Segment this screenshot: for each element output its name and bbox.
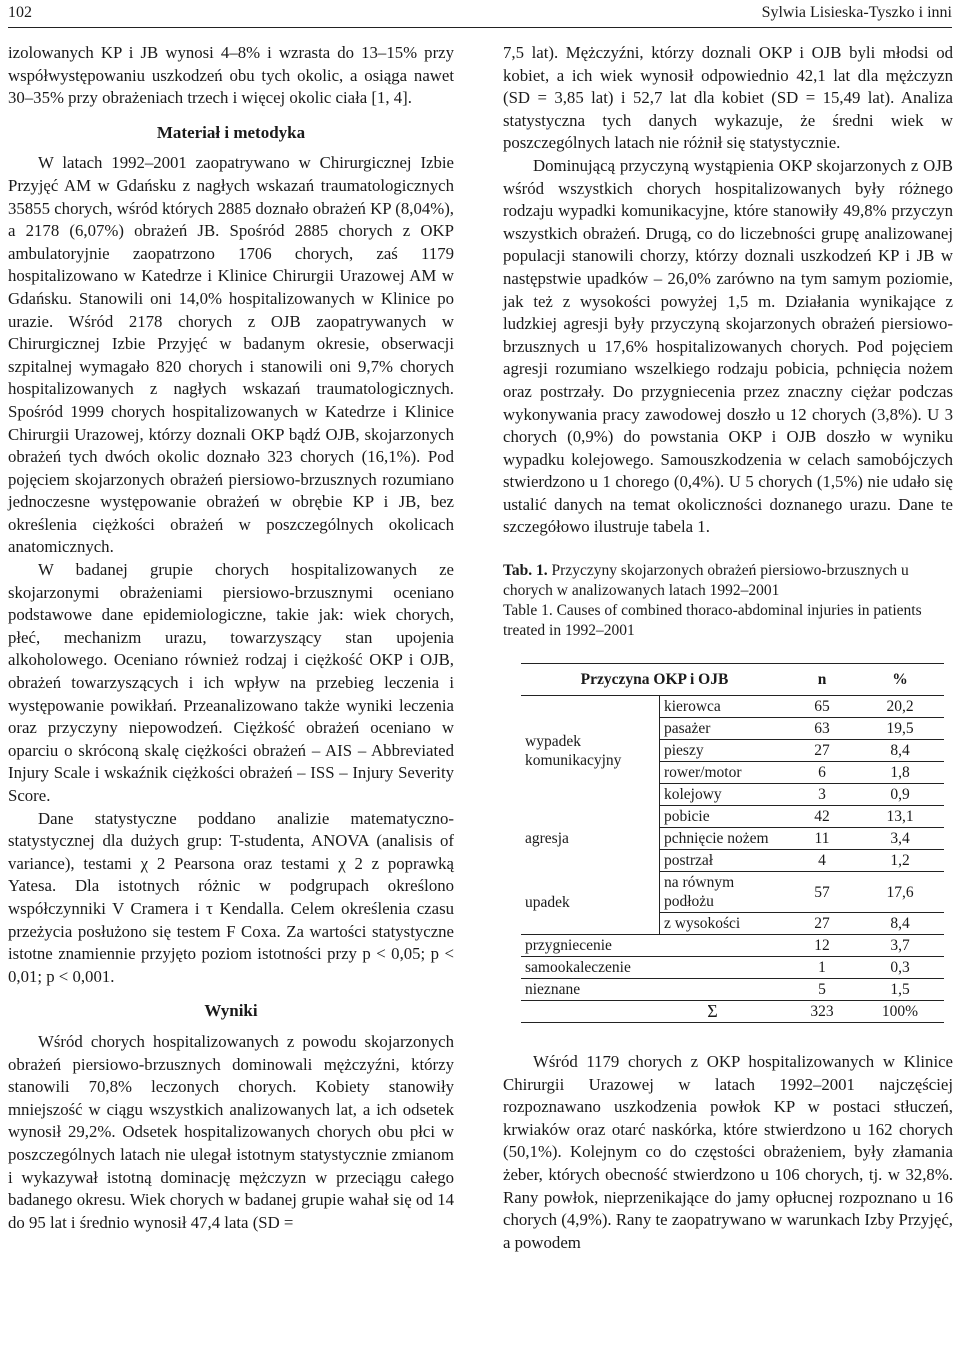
paragraph: W badanej grupie chorych hospitalizowanych ze skojarzonymi obrażeniami piersiowo-brzusznymi oceniano podstawowe dane epidemiologiczne, takie jak: wiek chorych, płeć, mechanizm urazu, towarzyszący stan upojenia alkoholowego. Oceniano również rodzaj i ciężkość OKP i OJB, obrażeń towarzyszących i ich wpływ na przebieg leczenia i występowanie powikłań. Przeanalizowano także wyniki leczenia oraz przyczyny niepowodzeń. Ciężkość obrażeń oceniano w oparciu o skróconą skalę ciężkości obrażeń – AIS – Abbreviated Injury Scale i wskaźnik ciężkości obrażeń – ISS – Injury Severity Score. [8,560,454,805]
table-cell: 27 [788,740,856,762]
table-group-fall: upadek [525,894,570,912]
table-cell: 0,3 [856,957,944,979]
table-cell: 1,8 [856,762,944,784]
table-cell: 20,2 [886,698,914,716]
causes-table [521,663,944,1023]
table-header-cause: Przyczyna OKP i OJB [521,664,788,696]
table-header-n: n [788,664,856,696]
paragraph: izolowanych KP i JB wynosi 4–8% i wzrasta do 13–15% przy współwystępowaniu uszkodzeń obu tych okolic, a osiąga nawet 30–35% przy obrażeniach trzech i więcej okolic ciała [1, 4]. [8,43,454,108]
table-cell: samookaleczenie [521,957,788,979]
running-authors: Sylwia Lisieska-Tyszko i inni [761,4,952,21]
left-column [8,42,454,1234]
table-cell: 13,1 [856,806,944,828]
table-group-traffic: wypadek komunikacyjny [525,732,622,769]
table-caption-polish: Przyczyny skojarzonych obrażeń piersiowo-brzusznych u chorych w analizowanych latach 1992–2001 [503,562,909,600]
table-cell: pobicie [660,806,789,828]
table-group-aggression: agresja [525,830,569,848]
table-cell: 11 [788,828,856,850]
table-row [521,696,944,718]
table-cell: 63 [788,718,856,740]
table-row [521,872,944,913]
table-cell: 19,5 [856,718,944,740]
table-cell: 100% [856,1001,944,1023]
table-header-pct: % [856,664,944,696]
running-header [8,0,952,22]
page-number: 102 [8,4,32,21]
table-cell: z wysokości [660,913,789,935]
table-cell: 323 [788,1001,856,1023]
table-cell: 0,9 [856,784,944,806]
table-caption-english: Table 1. Causes of combined thoraco-abdominal injuries in patients treated in 1992–2001 [503,602,922,640]
table-cell: 3,7 [856,935,944,957]
table-cell: 6 [788,762,856,784]
table-cell: 12 [788,935,856,957]
paragraph: Dane statystyczne poddano analizie matematyczno-statystycznej dla dużych grup: T-studenta, ANOVA (analisis of variance), testami χ 2 Pearsona oraz testami χ 2 z poprawką Yatesa. Dla istotnych różnic w podgrupach określono współczynniki V Cramera i τ Kendalla. Celem określenia czasu przeżycia posłużono się testem F Coxa. Za wartości statystyczne istotne znamiennie przyjęto poziom istotności przy p < 0,05; p < 0,01; p < 0,001. [8,808,454,986]
table-cell: 8,4 [856,913,944,935]
paragraph: Dominującą przyczyną wystąpienia OKP skojarzonych z OJB wśród wszystkich chorych hospitalizowanych były różnego rodzaju wypadki komunikacyjne, które stanowiły 49,8% przyczyn wszystkich obrażeń. Drugą, co do liczebności grupę analizowanej populacji stanowili chorzy, którzy doznali uszkodzeń KP i JB w następstwie upadków – 26,0% zarówno na tym samym poziomie, jak też z wysokości powyżej 1,5 m. Działania wynikające z ludzkiej agresji były przyczyną skojarzonych obrażeń piersiowo-brzusznych u 17,6% hospitalizowanych chorych. Pod pojęciem agresji rozumiano wszelkiego rodzaju pobicia, pchnięcia nożem oraz postrzały. Do przygniecenia przez znaczny ciężar podczas wykonywania pracy zawodowej doszło u 12 chorych (3,8%). U 3 chorych (0,9%) do powstania OKP i OJB doszło w wyniku wypadku kolejowego. Samouszkodzenia w celach samobójczych stwierdzono u 1 chorego (0,4%). U 5 chorych (1,5%) nie udało się ustalić danych na temat okoliczności doznanego urazu. Dane te szczegółowo ilustruje tabela 1. [503,155,953,537]
table-cell: pchnięcie nożem [660,828,789,850]
right-column [503,42,953,1254]
table-caption-label: Tab. 1. [503,562,548,580]
header-rule [8,27,952,28]
table-cell: 3 [788,784,856,806]
table-cell: 1,2 [856,850,944,872]
table-cell: na równym podłożu [660,872,789,913]
section-heading-methods: Materiał i metodyka [156,122,306,142]
table-row [521,957,944,979]
table-header-row [521,664,944,696]
table-cell: 3,4 [856,828,944,850]
table-cell: 17,6 [856,872,944,913]
table-cell: 5 [788,979,856,1001]
table-cell: 1 [788,957,856,979]
table-cell: 4 [788,850,856,872]
table-cell: 27 [788,913,856,935]
table-cell: rower/motor [660,762,789,784]
table-cell: 57 [788,872,856,913]
table-cell: pasażer [660,718,789,740]
table-cell: 65 [814,698,830,716]
paragraph: W latach 1992–2001 zaopatrywano w Chirurgicznej Izbie Przyjęć AM w Gdańsku z nagłych wskazań traumatologicznych 35855 chorych, wśród których 2885 doznało obrażeń KP (8,04%), a 2178 (6,07%) obrażeń JB. Spośród 2885 chorych z OKP ambulatoryjnie zaopatrzono 1706 chorych, zaś 1179 hospitalizowano w Katedrze i Klinice Chirurgii Urazowej AM w Gdańsku. Stanowili oni 14,0% hospitalizowanych w Klinice po urazie. Wśród 2178 chorych z OJB zaopatrywanych w Chirurgicznej Izbie Przyjęć w badanym okresie, obserwacji szpitalnej wymagało 820 chorych i stanowili oni 9,7% chorych hospitalizowanych z nagłych wskazań traumatologicznych. Spośród 1999 chorych hospitalizowanych w Katedrze i Klinice Chirurgii Urazowej, którzy doznali OKP bądź OJB, skojarzonych obrażeń tych dwóch okolic doznało 323 chorych (16,1%). Pod pojęciem skojarzonych obrażeń piersiowo-brzusznych rozumiano jednoczesne występowanie obrażeń w obrębie KP i JB, bez określenia ciężkości obrażeń w poszczególnych okolicach anatomicznych. [8,153,454,557]
table-total-row [521,1001,944,1023]
table-cell: postrzał [660,850,789,872]
table-caption [503,561,953,641]
table-row [521,935,944,957]
paragraph: Wśród chorych hospitalizowanych z powodu skojarzonych obrażeń piersiowo-brzusznych dominowali mężczyźni, którzy stanowili 70,8% leczonych chorych. Kobiety stanowiły mniejszość w ciągu wszystkich analizowanych lat, a ich odsetek wynosił 29,2%. Odsetek hospitalizowanych chorych obu płci w poszczególnych latach nie ulegał istotnym statystycznie zmianom i wykazywał istotną dominację mężczyzn w przeciągu całego badanego okresu. Wiek chorych w badanej grupie wahał się od 14 do 95 lat i średnio wynosił 47,4 lata (SD = [8,1031,454,1232]
table-row [521,979,944,1001]
paragraph: Wśród 1179 chorych z OKP hospitalizowanych w Klinice Chirurgii Urazowej w latach 1992–2001 najczęściej rozpoznawano uszkodzenia powłok KP w postaci stłuczeń, krwiaków oraz otarć naskórka, które stwierdzono u 162 chorych (50,1%). Kolejnym co do częstości obrażeniem, były złamania żeber, których obecność stwierdzono u 106 chorych, tj. w 32,8%. Rany powłok, nieprzenikające do jamy opłucnej rozpoznano u 16 chorych (4,9%). Rany te zaopatrywano w warunkach Izby Przyjęć, a powodem [503,1052,953,1252]
table-cell: 42 [788,806,856,828]
table-cell: nieznane [521,979,788,1001]
table-cell: kolejowy [660,784,789,806]
sum-symbol: Σ [521,1001,788,1023]
paragraph: 7,5 lat). Mężczyźni, którzy doznali OKP i OJB byli młodsi od kobiet, a ich wiek wynosił odpowiednio 42,1 lat dla mężczyzn (SD = 3,85 lat) i 52,7 lat dla kobiet (SD = 15,49 lat). Analiza statystyczna tych danych wykazuje, że średni wiek w poszczególnych latach nie różnił się statystycznie. [503,43,953,153]
section-heading-results: Wyniki [204,1001,258,1021]
table-cell: przygniecenie [521,935,788,957]
table-cell: kierowca [660,696,789,718]
table-cell: 1,5 [856,979,944,1001]
table-cell: pieszy [660,740,789,762]
table-row [521,806,944,828]
table-cell: 8,4 [856,740,944,762]
